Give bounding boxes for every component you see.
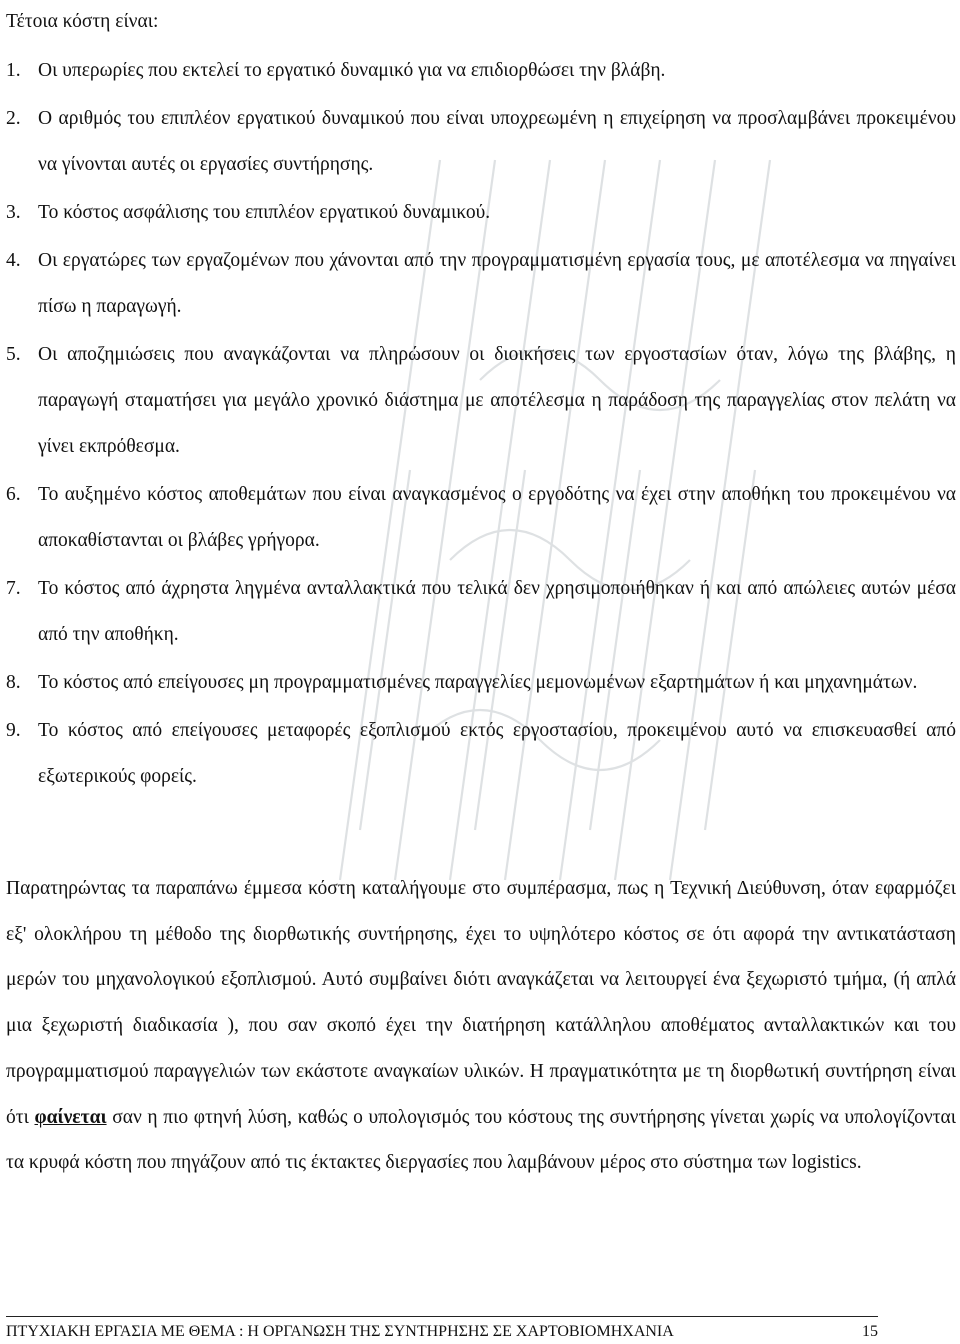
list-item-number: 9. xyxy=(6,720,21,741)
list-item-text: Ο αριθμός του επιπλέον εργατικού δυναμικού που είναι υποχρεωμένη η επιχείρηση να προσλαμβάνει προκειμένου να γίνονται αυτές οι εργασίες συντήρησης. xyxy=(38,108,956,175)
list-item-number: 8. xyxy=(6,672,21,693)
conclusion-paragraph xyxy=(6,866,956,1186)
list-item-text: Οι αποζημιώσεις που αναγκάζονται να πληρώσουν οι διοικήσεις των εργοστασίων όταν, λόγω της βλάβης, η παραγωγή σταματήσει για μεγάλο χρονικό διάστημα με αποτέλεσμα η παράδοση της παραγγελίας στον πελάτη να γίνει εκπρόθεσμα. xyxy=(38,344,956,457)
list-item-number: 5. xyxy=(6,344,21,365)
list-item xyxy=(6,660,956,706)
list-item xyxy=(6,472,956,564)
list-item-text: Το κόστος ασφάλισης του επιπλέον εργατικού δυναμικού. xyxy=(38,202,491,223)
emphasized-word: φαίνεται xyxy=(34,1106,107,1128)
list-item xyxy=(6,190,956,236)
list-item xyxy=(6,48,956,94)
list-item-text: Το κόστος από άχρηστα ληγμένα ανταλλακτικά που τελικά δεν χρησιμοποιήθηκαν ή και από απώλειες αυτών μέσα από την αποθήκη. xyxy=(38,578,956,645)
list-item-number: 7. xyxy=(6,578,21,599)
footer-divider xyxy=(6,1316,878,1317)
list-item-number: 3. xyxy=(6,202,21,223)
list-item xyxy=(6,566,956,658)
list-item-text: Το αυξημένο κόστος αποθεμάτων που είναι αναγκασμένος ο εργοδότης να έχει στην αποθήκη του προκειμένου να αποκαθίστανται οι βλάβες γρήγορα. xyxy=(38,484,956,551)
page-footer xyxy=(6,1322,878,1342)
footer-title: ΠΤΥΧΙΑΚΗ ΕΡΓΑΣΙΑ ΜΕ ΘΕΜΑ : Η ΟΡΓΑΝΩΣΗ ΤΗΣ ΣΥΝΤΗΡΗΣΗΣ ΣΕ ΧΑΡΤΟΒΙΟΜΗΧΑΝΙΑ xyxy=(6,1323,674,1340)
list-item-number: 1. xyxy=(6,60,21,81)
list-item xyxy=(6,332,956,470)
list-item-number: 2. xyxy=(6,108,21,129)
intro-line: Τέτοια κόστη είναι: xyxy=(6,11,159,32)
list-item-text: Οι εργατώρες των εργαζομένων που χάνονται από την προγραμματισμένη εργασία τους, με αποτέλεσμα να πηγαίνει πίσω η παραγωγή. xyxy=(38,250,956,317)
page-number: 15 xyxy=(862,1323,878,1340)
conclusion-text-after: σαν η πιο φτηνή λύση, καθώς ο υπολογισμός του κόστους της συντήρησης γίνεται χωρίς να υπολογίζονται τα κρυφά κόστη που πηγάζουν από τις έκτακτες διεργασίες που λαμβάνουν μέρος στο σύστημα των logistics. xyxy=(6,1106,956,1174)
list-item xyxy=(6,238,956,330)
conclusion-text-before: Παρατηρώντας τα παραπάνω έμμεσα κόστη καταλήγουμε στο συμπέρασμα, πως η Τεχνική Διεύθυνση, όταν εφαρμόζει εξ' ολοκλήρου τη μέθοδο της διορθωτικής συντήρησης, έχει το υψηλότερο κόστος σε ότι αφορά την αντικατάσταση μερών του μηχανολογικού εξοπλισμού. Αυτό συμβαίνει διότι αναγκάζεται να λειτουργεί ένα ξεχωριστό τμήμα, (ή απλά μια ξεχωριστή διαδικασία ), που σαν σκοπό έχει την διατήρηση κατάλληλου αποθέματος ανταλλακτικών και του προγραμματισμού παραγγελιών των εκάστοτε αναγκαίων υλικών. Η πραγματικότητα με τη διορθωτική συντήρηση είναι ότι xyxy=(6,878,956,1128)
list-item-text: Το κόστος από επείγουσες μεταφορές εξοπλισμού εκτός εργοστασίου, προκειμένου αυτό να επισκευασθεί από εξωτερικούς φορείς. xyxy=(38,720,956,787)
list-item-number: 4. xyxy=(6,250,21,271)
cost-list xyxy=(6,48,956,802)
list-item-text: Το κόστος από επείγουσες μη προγραμματισμένες παραγγελίες μεμονωμένων εξαρτημάτων ή και μηχανημάτων. xyxy=(38,672,918,693)
list-item-text: Οι υπερωρίες που εκτελεί το εργατικό δυναμικό για να επιδιορθώσει την βλάβη. xyxy=(38,60,666,81)
list-item xyxy=(6,96,956,188)
list-item xyxy=(6,708,956,800)
list-item-number: 6. xyxy=(6,484,21,505)
